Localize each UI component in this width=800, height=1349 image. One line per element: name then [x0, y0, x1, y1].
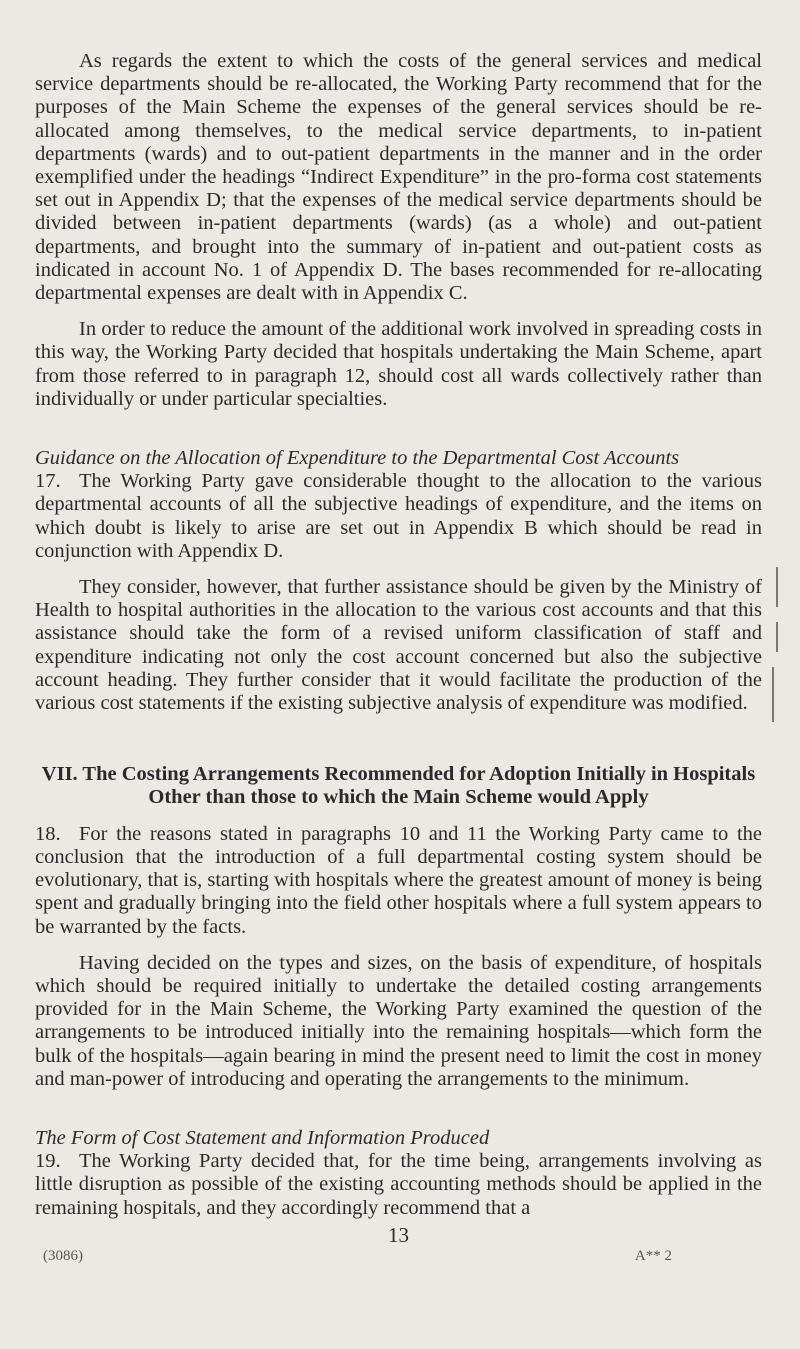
paragraph-number: 19. [35, 1150, 61, 1173]
paragraph-number: 18. [35, 822, 61, 845]
paragraph-number: 17. [35, 470, 61, 493]
heading-guidance: Guidance on the Allocation of Expenditure to the Departmental Cost Accounts [35, 447, 680, 470]
page-number: 13 [388, 1222, 409, 1247]
paragraph-17-text: The Working Party gave considerable thought to the allocation to the various departmental accounts of all the subjective headings of expenditure, and the items on which doubt is likely to arise are set out in Appendix B which should be read in conjunction with Appendix D. [35, 470, 762, 562]
paragraph-consider: They consider, however, that further assistance should be given by the Ministry of Health to hospital authorities in the allocation to the various cost accounts and that this assistance should take the form of a revised uniform classification of staff and expenditure indicating not only the cost account concerned but also the subjective account heading. They further consider that it would facilitate the production of the various cost statements if the existing subjective analysis of expenditure was modified. [35, 576, 762, 715]
footer-print-code: (3086) [43, 1247, 83, 1264]
page-footer [35, 1248, 762, 1265]
paragraph-reduce-work: In order to reduce the amount of the additional work involved in spreading costs in this way, the Working Party decided that hospitals undertaking the Main Scheme, apart from those referred to in paragraph 12, should cost all wards collectively rather than individually or under particular specialties. [35, 318, 762, 410]
section-title-line-1: VII. The Costing Arrangements Recommended for Adoption Initially in Hospitals [41, 763, 756, 786]
paragraph-having-decided: Having decided on the types and sizes, on the basis of expenditure, of hospitals which should be required initially to undertake the detailed costing arrangements provided for in the Main Scheme, the Working Party examined the question of the arrangements to be introduced initially into the remaining hospitals—which form the bulk of the hospitals—again bearing in mind the present need to limit the cost in money and man-power of introducing and operating the arrangements to the minimum. [35, 951, 762, 1090]
margin-scan-marks [766, 567, 778, 727]
paragraph-allocation: As regards the extent to which the costs of the general services and medical service departments should be re-allocated, the Working Party recommend that for the purposes of the Main Scheme the expenses of the general services should be re-allocated among themselves, to the medical service departments, to in-patient departments (wards) and to out-patient departments in the manner and in the order exemplified under the headings “Indirect Expenditure” in the pro-forma cost statements set out in Appendix D; that the expenses of the medical service departments should be divided between in-patient departments (wards) (as a whole) and out-patient departments, and brought into the summary of in-patient and out-patient costs as indicated in account No. 1 of Appendix D. The bases recommended for re-allocating departmental expenses are dealt with in Appendix C. [35, 50, 762, 305]
footer-signature-mark: A** 2 [634, 1247, 672, 1264]
paragraph-19 [35, 1150, 762, 1220]
paragraph-18-text: For the reasons stated in paragraphs 10 and 11 the Working Party came to the conclusion that the introduction of a full departmental costing system should be evolutionary, that is, starting with hospitals where the greatest amount of money is being spent and gradually bringing into the field other hospitals where a full system appears to be warranted by the facts. [35, 822, 762, 938]
paragraph-19-text: The Working Party decided that, for the time being, arrangements involving as little disruption as possible of the existing accounting methods should be applied in the remaining hospitals, and they accordingly recommend that a [35, 1150, 762, 1219]
section-title-line-2: Other than those to which the Main Scheme would Apply [148, 786, 649, 809]
paragraph-18 [35, 823, 762, 939]
paragraph-17 [35, 470, 762, 563]
heading-form-of-cost-statement: The Form of Cost Statement and Information Produced [35, 1126, 490, 1149]
